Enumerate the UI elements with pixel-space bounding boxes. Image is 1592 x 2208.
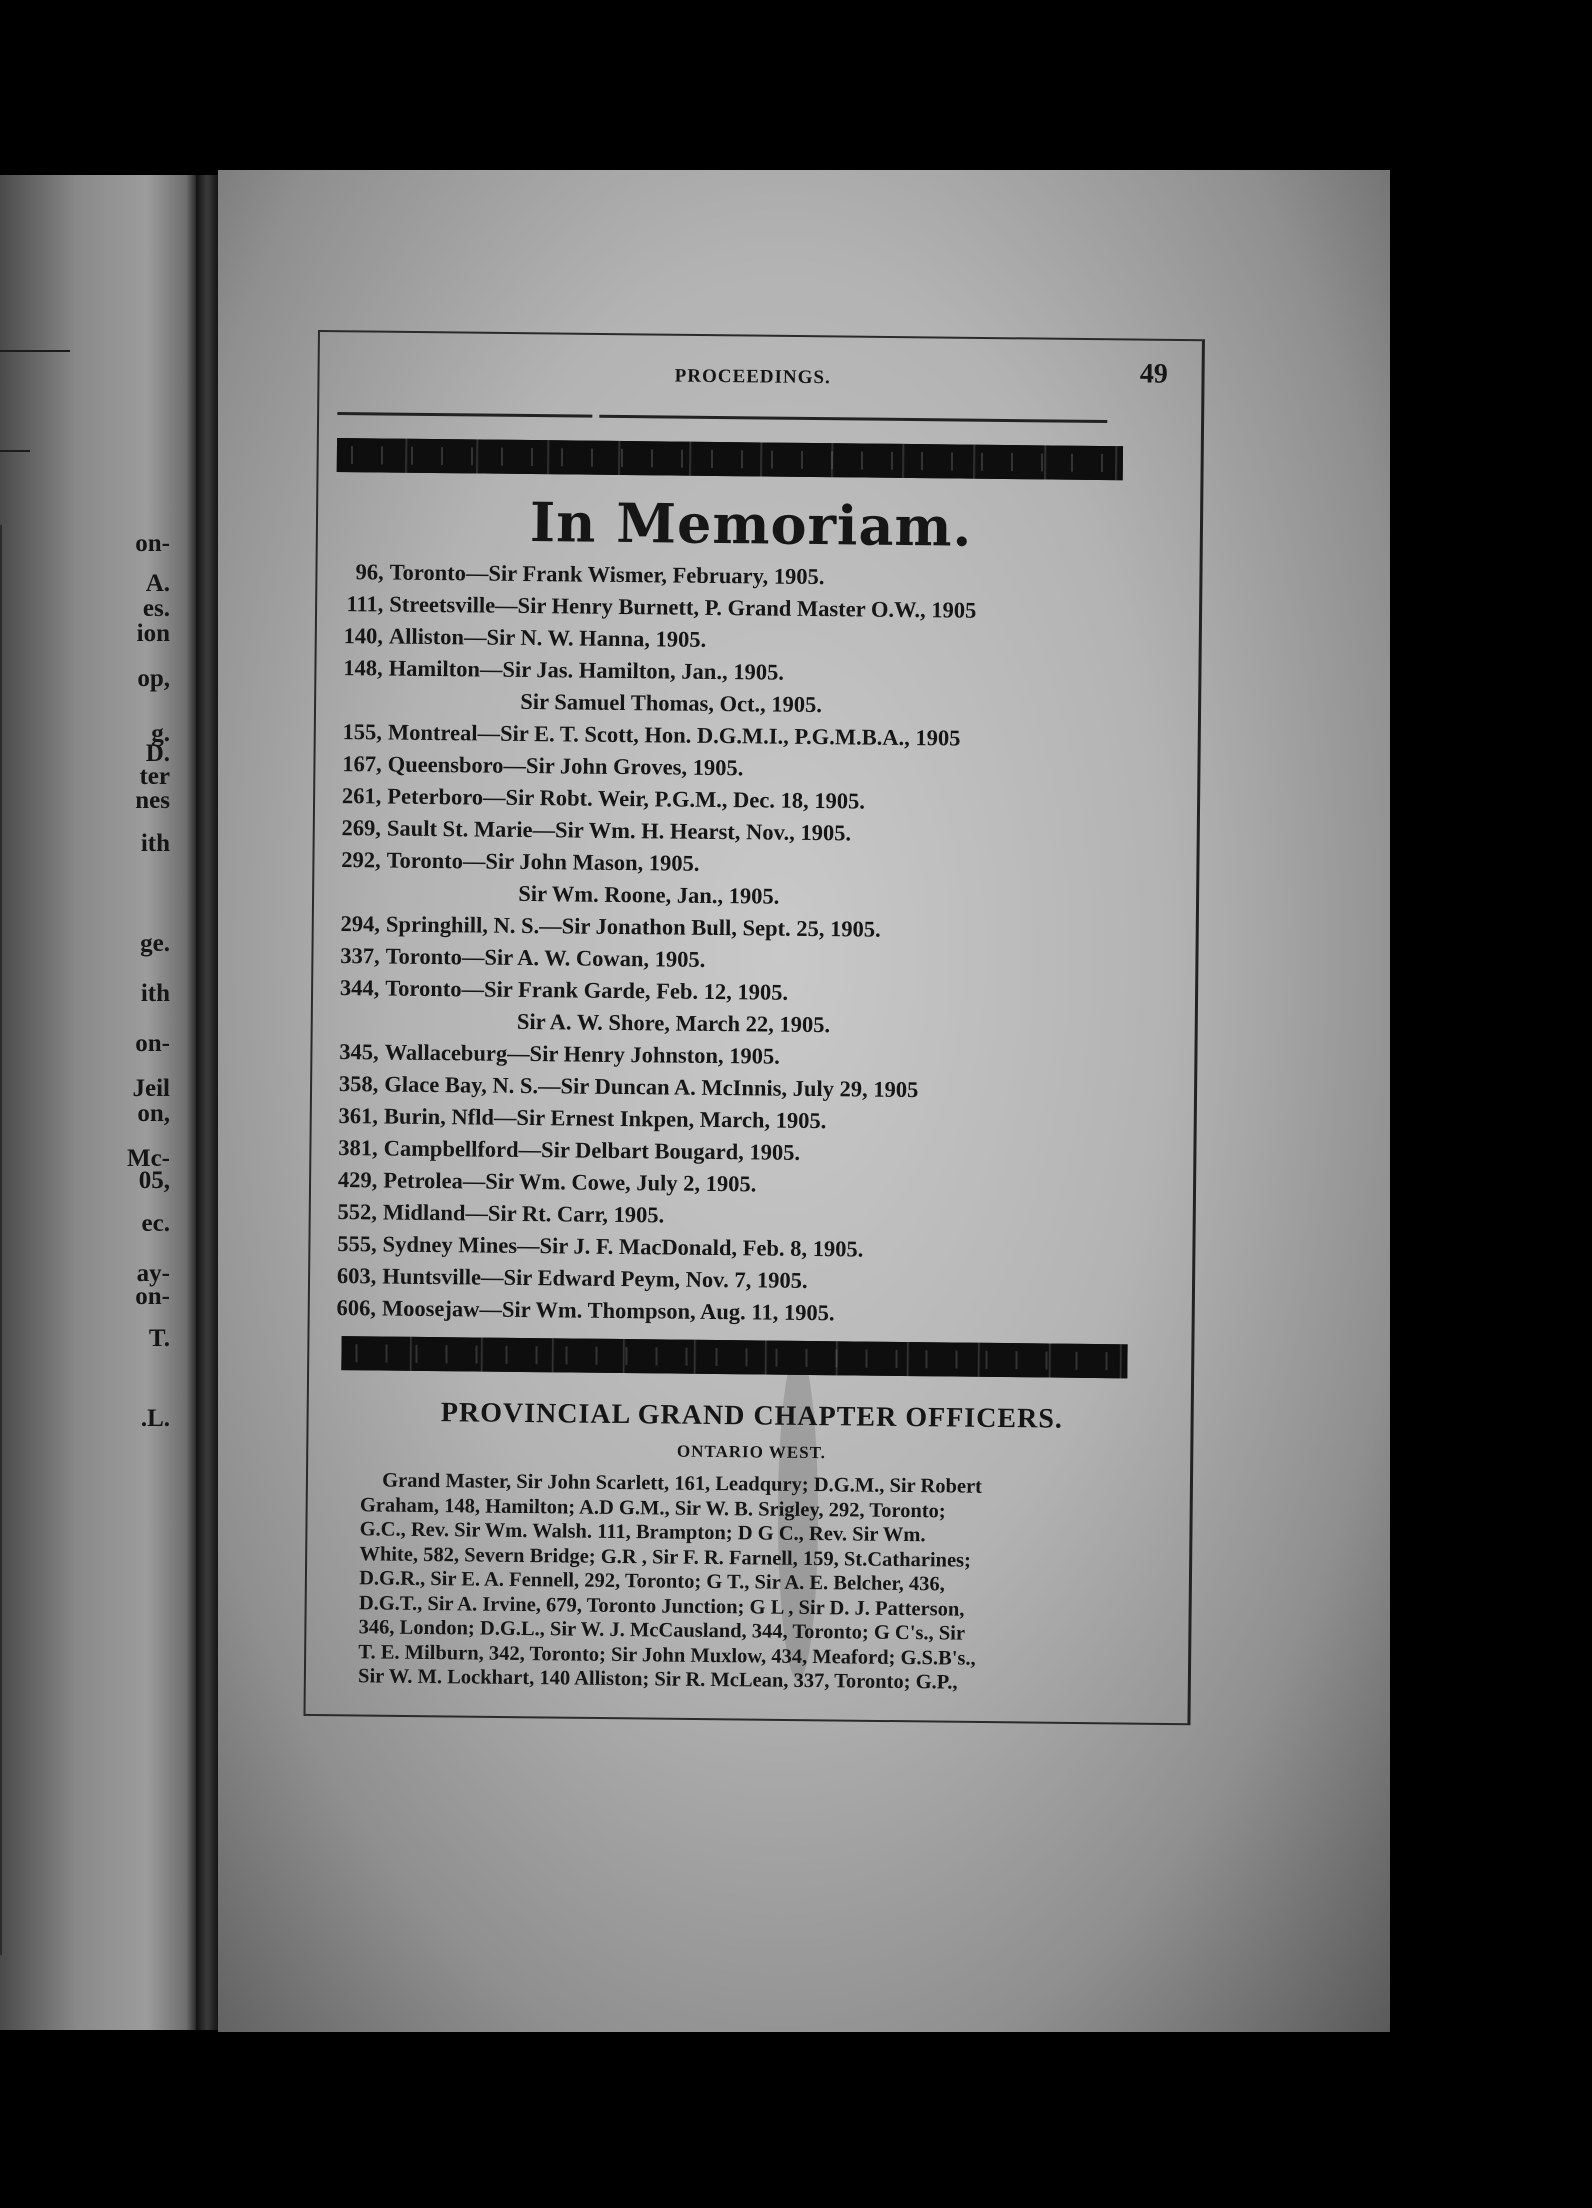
lodge-number: 96, xyxy=(355,559,384,585)
memoriam-entry-text: Midland—Sir Rt. Carr, 1905. xyxy=(382,1199,665,1228)
memoriam-entry-text: Toronto—Sir Frank Wismer, February, 1905. xyxy=(389,559,825,590)
memoriam-entry-text: Toronto—Sir John Mason, 1905. xyxy=(386,847,700,876)
lodge-number: 269, xyxy=(341,815,382,841)
memoriam-entry-text: Sir A. W. Shore, March 22, 1905. xyxy=(516,1008,831,1038)
officers-title: PROVINCIAL GRAND CHAPTER OFFICERS. xyxy=(440,1397,1064,1435)
memoriam-entry-text: Sir Wm. Roone, Jan., 1905. xyxy=(518,880,780,909)
adjacent-page-fragment: ec. xyxy=(141,1210,170,1237)
lodge-number: 552, xyxy=(337,1199,378,1225)
memoriam-entry-text: Toronto—Sir A. W. Cowan, 1905. xyxy=(385,943,706,972)
adjacent-page-fragment: ter xyxy=(139,763,170,790)
memoriam-entry-text: Alliston—Sir N. W. Hanna, 1905. xyxy=(388,623,707,652)
page-content xyxy=(324,350,1168,1697)
officers-line: White, 582, Severn Bridge; G.R , Sir F. R. Farnell, 159, St.Catharines; xyxy=(359,1542,972,1572)
adjacent-page-fragment: on, xyxy=(137,1100,170,1127)
lodge-number: 603, xyxy=(336,1263,377,1289)
running-head-title: PROCEEDINGS. xyxy=(674,365,831,389)
memoriam-entry-text: Burin, Nfld—Sir Ernest Inkpen, March, 1905. xyxy=(383,1103,827,1134)
officers-subtitle: ONTARIO WEST. xyxy=(676,1441,827,1463)
adjacent-page-fragment: on- xyxy=(135,530,170,557)
adjacent-page-rule xyxy=(0,450,30,452)
adjacent-page-fragment: op, xyxy=(137,665,170,692)
officers-paragraph xyxy=(358,1468,1160,1697)
ornamental-border-top xyxy=(337,438,1123,480)
adjacent-page-fragment: nes xyxy=(135,787,170,814)
adjacent-page-fragment: Mc- xyxy=(126,1145,170,1172)
adjacent-page-fragment: on- xyxy=(135,1030,170,1057)
adjacent-page-fragment: g. xyxy=(151,720,170,747)
officers-line: D.G.R., Sir E. A. Fennell, 292, Toronto; G T., Sir A. E. Belcher, 436, xyxy=(359,1567,945,1596)
officers-line: T. E. Milburn, 342, Toronto; Sir John Muxlow, 434, Meaford; G.S.B's., xyxy=(358,1640,976,1670)
lodge-number: 294, xyxy=(340,911,381,937)
adjacent-page-fragment: ay- xyxy=(136,1260,170,1287)
lodge-number: 381, xyxy=(338,1135,378,1161)
adjacent-page-fragment: .L. xyxy=(140,1405,170,1432)
memoriam-entry-text: Huntsville—Sir Edward Peym, Nov. 7, 1905. xyxy=(382,1263,808,1293)
memoriam-entry-text: Petrolea—Sir Wm. Cowe, July 2, 1905. xyxy=(383,1167,757,1197)
lodge-number: 155, xyxy=(342,719,383,745)
officers-line: 346, London; D.G.L., Sir W. J. McCausland, 344, Toronto; G C's., Sir xyxy=(358,1616,966,1645)
adjacent-page-fragment: 05, xyxy=(138,1167,170,1194)
adjacent-page-fragment: ith xyxy=(140,830,170,857)
officers-line: D.G.T., Sir A. Irvine, 679, Toronto Junction; G L , Sir D. J. Patterson, xyxy=(358,1591,965,1621)
header-rule-right xyxy=(599,415,1107,423)
adjacent-page-fragment: D. xyxy=(145,740,170,767)
adjacent-page-rule xyxy=(0,350,70,352)
adjacent-page-fragment: Jeil xyxy=(132,1075,170,1102)
memoriam-title: In Memoriam. xyxy=(529,490,973,559)
memoriam-entry-text: Sir Samuel Thomas, Oct., 1905. xyxy=(520,688,823,718)
page xyxy=(218,170,1390,2032)
memoriam-entry-text: Peterboro—Sir Robt. Weir, P.G.M., Dec. 18, 1905. xyxy=(387,783,866,814)
lodge-number: 555, xyxy=(337,1231,377,1257)
adjacent-page-fragment: A. xyxy=(145,570,170,597)
lodge-number: 337, xyxy=(340,943,380,969)
adjacent-page-fragment: ion xyxy=(136,620,170,647)
adjacent-page-fragment: es. xyxy=(142,595,170,622)
memoriam-entry-text: Sault St. Marie—Sir Wm. H. Hearst, Nov., 1905. xyxy=(386,815,852,846)
memoriam-entry-text: Springhill, N. S.—Sir Jonathon Bull, Sept. 25, 1905. xyxy=(385,911,881,942)
adjacent-page-fragment: ith xyxy=(140,980,170,1007)
lodge-number: 111, xyxy=(346,591,384,617)
lodge-number: 167, xyxy=(342,751,382,777)
ornamental-border-bottom xyxy=(341,1336,1127,1378)
page-number: 49 xyxy=(1139,358,1168,390)
book-gutter xyxy=(196,175,218,2030)
memoriam-list xyxy=(328,556,1166,1333)
memoriam-entry-text: Glace Bay, N. S.—Sir Duncan A. McInnis, July 29, 1905 xyxy=(384,1071,919,1103)
officers-line: Graham, 148, Hamilton; A.D G.M., Sir W. B. Srigley, 292, Toronto; xyxy=(359,1493,946,1522)
lodge-number: 345, xyxy=(339,1039,379,1065)
memoriam-entry-text: Montreal—Sir E. T. Scott, Hon. D.G.M.I., P.G.M.B.A., 1905 xyxy=(387,719,961,751)
adjacent-page-fragment: on- xyxy=(135,1283,170,1310)
adjacent-page xyxy=(0,175,196,2030)
adjacent-page-border xyxy=(0,525,2,1955)
memoriam-entry-text: Queensboro—Sir John Groves, 1905. xyxy=(387,751,744,781)
memoriam-entry-text: Moosejaw—Sir Wm. Thompson, Aug. 11, 1905. xyxy=(381,1295,835,1326)
lodge-number: 358, xyxy=(338,1071,379,1097)
header-rule-left xyxy=(337,412,592,418)
lodge-number: 140, xyxy=(343,623,384,649)
adjacent-page-fragment: ge. xyxy=(140,930,170,957)
adjacent-page-fragment: T. xyxy=(148,1325,170,1352)
lodge-number: 344, xyxy=(339,975,380,1001)
memoriam-entry-text: Toronto—Sir Frank Garde, Feb. 12, 1905. xyxy=(385,975,789,1005)
memoriam-entry-text: Wallaceburg—Sir Henry Johnston, 1905. xyxy=(384,1039,781,1069)
memoriam-entry-text: Sydney Mines—Sir J. F. MacDonald, Feb. 8, 1905. xyxy=(382,1231,864,1262)
memoriam-entry-text: Hamilton—Sir Jas. Hamilton, Jan., 1905. xyxy=(388,655,785,685)
memoriam-entry-text: Streetsville—Sir Henry Burnett, P. Grand Master O.W., 1905 xyxy=(389,591,977,623)
running-head xyxy=(337,350,1167,409)
lodge-number: 261, xyxy=(341,783,382,809)
officers-line: Grand Master, Sir John Scarlett, 161, Leadqury; D.G.M., Sir Robert xyxy=(382,1469,983,1498)
lodge-number: 292, xyxy=(341,847,381,873)
officers-line: G.C., Rev. Sir Wm. Walsh. 111, Brampton; D G C., Rev. Sir Wm. xyxy=(359,1518,926,1547)
memoriam-entry-text: Campbellford—Sir Delbart Bougard, 1905. xyxy=(383,1135,801,1165)
officers-line: Sir W. M. Lockhart, 140 Alliston; Sir R. McLean, 337, Toronto; G.P., xyxy=(357,1665,958,1694)
lodge-number: 148, xyxy=(343,655,383,681)
lodge-number: 361, xyxy=(338,1103,379,1129)
lodge-number: 429, xyxy=(337,1167,378,1193)
lodge-number: 606, xyxy=(336,1295,377,1321)
